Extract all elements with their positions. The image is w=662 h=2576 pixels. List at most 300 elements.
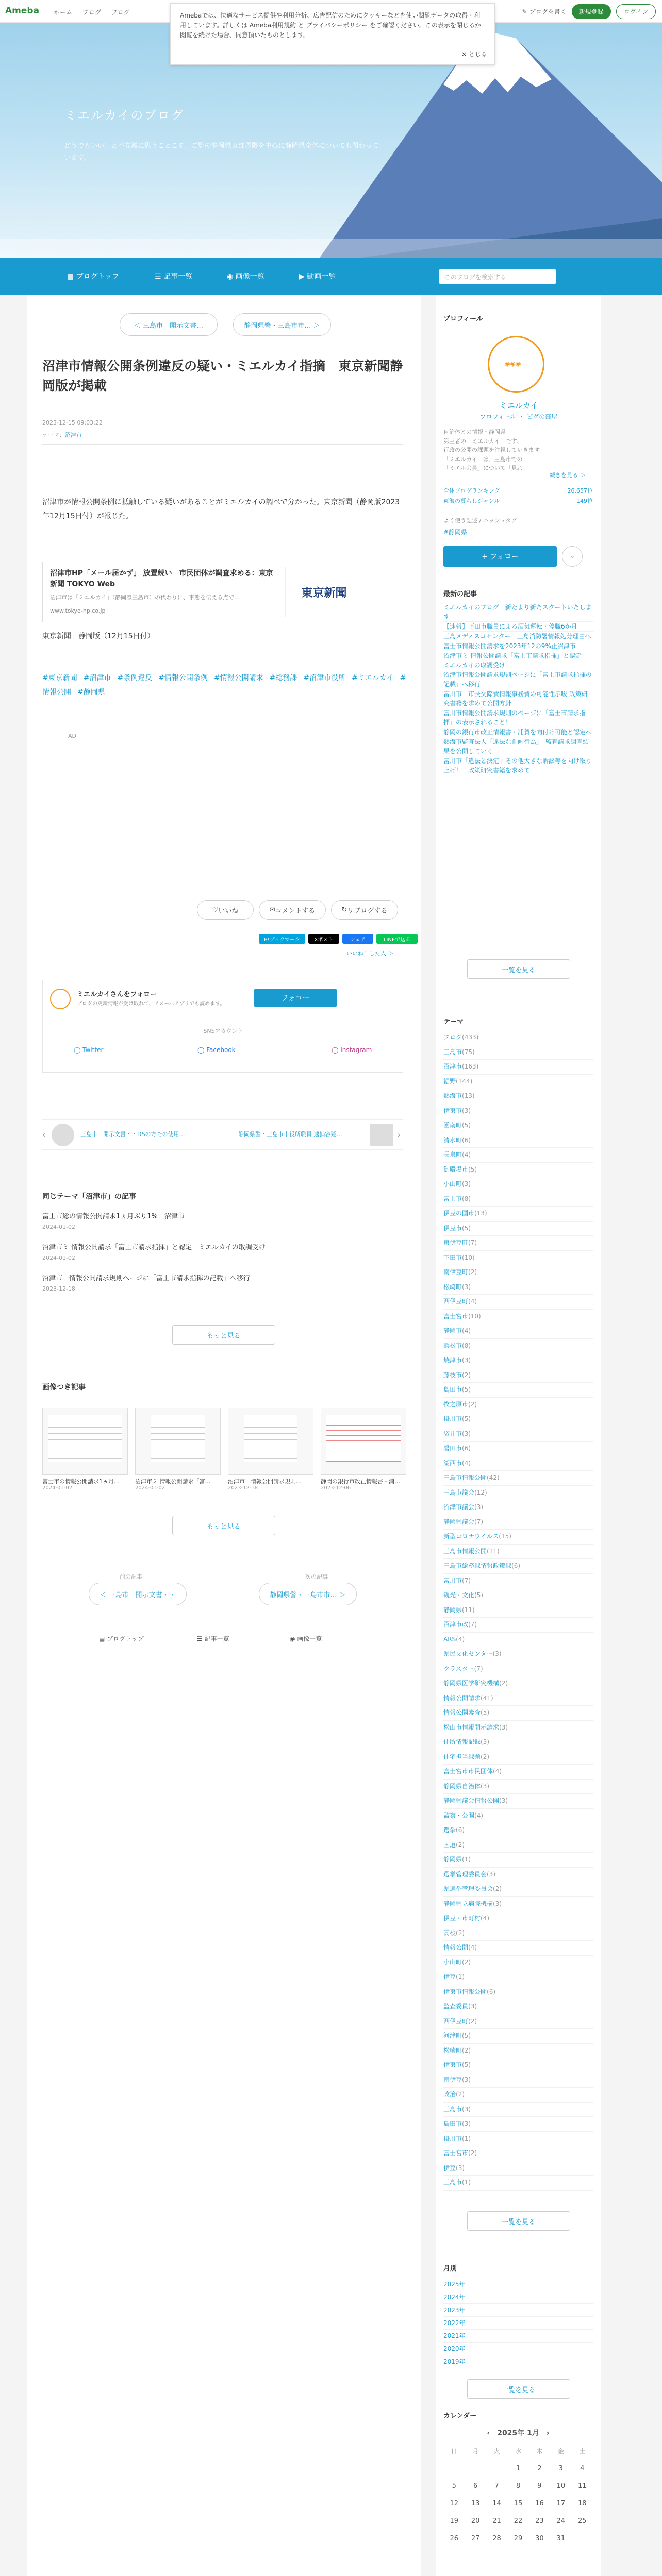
theme-item[interactable]	[443, 1177, 593, 1192]
theme-item[interactable]	[443, 1310, 593, 1325]
monthly-heading: 月別	[443, 2265, 457, 2273]
theme-item[interactable]	[443, 1999, 593, 2014]
theme-item[interactable]	[443, 1809, 593, 1824]
tokyo-shimbun-logo: 東京新聞	[285, 567, 362, 617]
prev-label: 前の記事	[120, 1573, 142, 1580]
theme-item[interactable]	[443, 1280, 593, 1295]
recent-item[interactable]: ミエルカイのブログ 新たより新たスタートいたします	[443, 603, 593, 622]
thumbnail	[42, 1408, 128, 1475]
theme-name: 伊東市	[443, 2061, 462, 2069]
theme-item[interactable]	[443, 1970, 593, 1985]
month-item[interactable]: 2021年	[443, 2330, 593, 2343]
write-blog-label: ブログを書く	[529, 8, 567, 15]
theme-item[interactable]	[443, 1060, 593, 1075]
theme-link[interactable]: 沼津市	[65, 432, 82, 438]
theme-count: (41)	[481, 1694, 493, 1702]
recent-more-button[interactable]: 一覧を見る	[467, 959, 570, 979]
calendar-day[interactable]: 28	[492, 2534, 501, 2543]
theme-item[interactable]	[443, 1750, 593, 1765]
theme-name: 三島市情報公開	[443, 1547, 487, 1555]
blog-title[interactable]: ミエルカイのブログ	[64, 108, 185, 123]
hashtag[interactable]: #静岡県	[77, 688, 105, 697]
theme-item[interactable]	[443, 1251, 593, 1266]
theme-item[interactable]	[443, 1075, 593, 1090]
profile-link[interactable]: プロフィール	[479, 413, 517, 420]
themes-more-button[interactable]: 一覧を見る	[467, 2211, 570, 2231]
bottom-image-list-label: 画像一覧	[297, 1635, 322, 1642]
theme-name: 小山町	[443, 1958, 462, 1966]
theme-count: (4)	[462, 1327, 471, 1334]
related-item[interactable]	[42, 1274, 403, 1293]
theme-name: 伊東市情報公開	[443, 1988, 487, 1995]
profile-desc: 自治体との情報・静岡県 第三者の「ミエルカイ」です。 行政の公開の課題を注視していきます 「ミエルカイ」は、三島市での 「ミエル会員」について「見れ	[443, 429, 540, 472]
sidebar	[436, 295, 601, 2576]
calendar-day[interactable]: 21	[492, 2517, 501, 2525]
recent-item[interactable]: 静岡の銀行市改正情報書・浦賀を向付け可能と認定へ	[443, 727, 593, 737]
theme-item[interactable]	[443, 1207, 593, 1222]
blog-search-input[interactable]: このブログを検索する	[439, 269, 556, 284]
theme-item[interactable]	[443, 1427, 593, 1442]
theme-item[interactable]	[443, 1471, 593, 1486]
thumbnail	[228, 1408, 313, 1475]
calendar-day[interactable]: 26	[450, 2534, 458, 2543]
theme-item[interactable]	[443, 1838, 593, 1853]
recent-item[interactable]: 【速報】下田市職員による酒気運転・停職6か月	[443, 622, 593, 632]
theme-item[interactable]	[443, 1941, 593, 1956]
calendar-week	[443, 2530, 593, 2547]
theme-item[interactable]	[443, 2088, 593, 2103]
theme-item[interactable]	[443, 1530, 593, 1545]
calendar-day[interactable]: 29	[514, 2534, 523, 2543]
image-article-date: 2024-01-02	[135, 1485, 166, 1492]
theme-name: 住宅担当課題	[443, 1753, 481, 1760]
theme-count: (5)	[468, 1165, 477, 1173]
nav-blog-top-label: ブログトップ	[76, 273, 120, 281]
chevron-left-icon[interactable]: ‹	[42, 1130, 46, 1140]
theme-item[interactable]	[443, 1985, 593, 2000]
theme-item[interactable]	[443, 1442, 593, 1456]
theme-name: 浜松市	[443, 1342, 462, 1349]
theme-name: クラスター	[443, 1665, 474, 1672]
theme-item[interactable]	[443, 2132, 593, 2147]
theme-item[interactable]	[443, 2029, 593, 2044]
cookie-close-button[interactable]: × とじる	[461, 50, 487, 58]
theme-item[interactable]	[443, 1911, 593, 1926]
theme-name: 静岡県	[443, 1856, 462, 1863]
monthly-more-button[interactable]: 一覧を見る	[467, 2379, 570, 2399]
ranking-row[interactable]	[443, 486, 593, 495]
recent-heading: 最新の記事	[443, 590, 477, 598]
related-more-button[interactable]: もっと見る	[172, 1325, 275, 1345]
calendar-weekday: 火	[493, 2447, 500, 2455]
theme-count: (8)	[462, 1195, 471, 1202]
theme-item[interactable]	[443, 1163, 593, 1178]
month-item[interactable]: 2022年	[443, 2317, 593, 2330]
profile-avatar[interactable]	[488, 336, 544, 393]
write-blog-link[interactable]: ✎ ブログを書く	[522, 8, 567, 15]
thumbnail	[321, 1408, 406, 1475]
theme-name: 政治	[443, 2091, 456, 2098]
theme-item[interactable]	[443, 1500, 593, 1515]
next-thumb	[370, 1124, 393, 1146]
theme-count: (2)	[462, 1371, 471, 1379]
recent-item[interactable]: 沼津市情報公開請求規則ページに「富士市請求指揮の記載」へ移行	[443, 670, 593, 689]
chevron-left-icon[interactable]: ‹	[487, 2429, 490, 2437]
ranking-note: よく使う記述 / ハッシュタグ	[443, 517, 517, 524]
pager-prev[interactable]: 三島市 開示文書・・DSの方での使用…	[80, 1131, 185, 1138]
theme-name: 東伊豆町	[443, 1239, 469, 1246]
like-label: いいね	[218, 907, 239, 915]
profile-name[interactable]: ミエルカイ	[499, 401, 538, 410]
theme-item[interactable]	[443, 1456, 593, 1471]
theme-name: ARS	[443, 1635, 456, 1643]
theme-count: (7)	[474, 1518, 484, 1526]
related-title: 沼津市 情報公開請求規則ページに「富士市請求指揮の記載」へ移行	[42, 1275, 250, 1282]
link-card[interactable]	[42, 562, 367, 622]
theme-name: 小山町	[443, 1180, 462, 1188]
theme-item[interactable]	[443, 1339, 593, 1354]
x-post-button[interactable]: Xポスト	[308, 934, 339, 944]
calendar-day[interactable]: 4	[580, 2464, 585, 2472]
follow-button[interactable]: フォロー	[254, 989, 337, 1007]
theme-name: 清水町	[443, 1136, 462, 1144]
theme-count: (6)	[462, 1136, 471, 1144]
nav-image-list[interactable]: ◉ 画像一覧	[227, 273, 264, 281]
theme-item[interactable]	[443, 1222, 593, 1236]
image-article[interactable]	[321, 1408, 406, 1491]
theme-item[interactable]	[443, 1118, 593, 1133]
theme-item[interactable]	[443, 1515, 593, 1530]
hashtag[interactable]: #情報公開請求	[213, 674, 263, 682]
theme-item[interactable]	[443, 1662, 593, 1677]
theme-item[interactable]	[443, 1676, 593, 1691]
recent-item[interactable]: 富川市情報公開請求規則のページに「富士市請求指揮」の表示されること！	[443, 708, 593, 727]
theme-item[interactable]	[443, 1618, 593, 1633]
theme-name: 伊豆市	[443, 1224, 462, 1232]
month-item[interactable]: 2020年	[443, 2343, 593, 2355]
theme-name: 南伊豆	[443, 2076, 462, 2083]
hashtag[interactable]: #情報公開	[42, 674, 406, 697]
theme-item[interactable]	[443, 1545, 593, 1560]
profile-heading: プロフィール	[443, 315, 483, 323]
theme-name: 磐田市	[443, 1445, 462, 1452]
theme-name: 情報公開審査	[443, 1709, 481, 1716]
theme-name: 伊豆	[443, 1973, 456, 1980]
blog-description: どうでもいい！と不安減に思うことこそ、ご覧の静岡県東部界隈を中心に静岡県全体についても関わっています。	[64, 142, 379, 162]
recent-item[interactable]: 三島メディスコセンター 三島消防署情報処分理由へ	[443, 632, 593, 641]
theme-item[interactable]	[443, 1559, 593, 1574]
theme-count: (2)	[468, 2017, 477, 2025]
theme-name: 国道	[443, 1841, 456, 1849]
sidebar-follow-button[interactable]: + フォロー	[443, 546, 557, 567]
prev-article-pill[interactable]: ＜ 三島市 開示文書…	[120, 313, 218, 336]
theme-item[interactable]	[443, 1089, 593, 1104]
top-link-blog2[interactable]: ブログ	[111, 9, 130, 16]
recent-item[interactable]: 富川市 市長交際費情報事務費の可能性示唆 政策研究書籍を求めて公開方針	[443, 689, 593, 708]
ameba-logo[interactable]: Ameba	[5, 6, 40, 16]
like-button[interactable]: ♡ いいね	[197, 900, 254, 920]
month-item[interactable]: 2024年	[443, 2291, 593, 2304]
theme-count: (3)	[481, 1782, 490, 1790]
new-account-button[interactable]: 新規登録	[572, 4, 611, 19]
theme-item[interactable]	[443, 1486, 593, 1501]
reblog-label: リブログする	[347, 907, 388, 915]
theme-name: 袋井市	[443, 1430, 462, 1437]
related-item[interactable]	[42, 1212, 403, 1231]
theme-count: (4)	[462, 1459, 471, 1467]
theme-name: 焼津市	[443, 1357, 462, 1364]
bottom-image-list[interactable]: ◉ 画像一覧	[290, 1635, 322, 1642]
reblog-button[interactable]: ↻ リブログする	[331, 900, 398, 920]
calendar-day[interactable]: 7	[494, 2482, 499, 2490]
profile-hashtag[interactable]: #静岡県	[443, 529, 468, 536]
login-button[interactable]: ログイン	[616, 4, 656, 19]
theme-name: 裾野	[443, 1077, 456, 1085]
image-article-title: 沼津市 情報公開請求規則…	[228, 1478, 302, 1485]
theme-item[interactable]	[443, 1603, 593, 1618]
calendar-weekday: 日	[451, 2447, 457, 2455]
theme-item[interactable]	[443, 1324, 593, 1339]
theme-item[interactable]	[443, 1574, 593, 1589]
instagram-link[interactable]: ◯ Instagram	[332, 1046, 372, 1054]
hashtag[interactable]: #ミエルカイ	[352, 674, 394, 682]
image-article[interactable]	[42, 1408, 128, 1491]
theme-item[interactable]	[443, 2176, 593, 2191]
calendar-day[interactable]: 22	[514, 2517, 523, 2525]
nav-video-list[interactable]: ▶ 動画一覧	[299, 273, 336, 281]
hatena-bookmark-button[interactable]: B!ブックマーク	[259, 934, 305, 944]
hashtag[interactable]: #沼津市	[83, 674, 111, 682]
calendar-day[interactable]: 14	[492, 2499, 501, 2507]
theme-count: (3)	[499, 1723, 508, 1731]
theme-name: 掛川市	[443, 2134, 462, 2142]
calendar-day	[443, 2460, 465, 2477]
calendar-day[interactable]: 5	[452, 2482, 456, 2490]
theme-item[interactable]	[443, 1823, 593, 1838]
theme-count: (75)	[462, 1048, 475, 1056]
hashtag[interactable]: #東京新聞	[42, 674, 77, 682]
hashtag[interactable]: #条例違反	[117, 674, 153, 682]
chevron-right-icon[interactable]: ›	[397, 1130, 401, 1140]
hashtag[interactable]: #沼津市役所	[303, 674, 346, 682]
theme-item[interactable]	[443, 1295, 593, 1310]
liked-users-link[interactable]: いいね！した人 ＞	[346, 950, 394, 957]
link-card-title: 沼津市HP「メール届かず」 放置続い 市民団体が調査求める：東京新聞 TOKYO Web	[50, 569, 273, 588]
theme-name: 河津町	[443, 2032, 462, 2039]
theme-count: (1)	[462, 1856, 471, 1863]
theme-item[interactable]	[443, 2103, 593, 2117]
calendar-day[interactable]: 6	[473, 2482, 478, 2490]
calendar-day[interactable]: 31	[556, 2534, 566, 2543]
theme-count: (4)	[493, 1768, 502, 1775]
ranking-row[interactable]	[443, 497, 593, 505]
theme-count: (7)	[468, 1621, 477, 1628]
calendar-day[interactable]: 27	[471, 2534, 480, 2543]
theme-name: 三島市総務課情報政策課	[443, 1562, 512, 1569]
calendar-day[interactable]: 24	[556, 2517, 566, 2525]
theme-item[interactable]	[443, 1897, 593, 1912]
theme-item[interactable]	[443, 1647, 593, 1662]
line-share-button[interactable]: LINEで送る	[376, 934, 418, 944]
theme-count: (2)	[468, 1268, 477, 1276]
calendar-day[interactable]: 18	[577, 2499, 587, 2507]
bottom-article-list-label: 記事一覧	[204, 1635, 229, 1642]
theme-name: 三島市	[443, 2179, 462, 2186]
facebook-share-button[interactable]: シェア	[342, 934, 373, 944]
theme-count: (6)	[456, 1826, 465, 1834]
pager-next[interactable]: 静岡県警・三島市市役所職員 逮捕容疑…	[238, 1131, 342, 1138]
calendar-day[interactable]: 15	[514, 2499, 523, 2507]
nav-article-list[interactable]: ☰ 記事一覧	[155, 273, 193, 281]
theme-count: (3)	[462, 2105, 471, 2113]
theme-item[interactable]	[443, 1236, 593, 1251]
theme-item[interactable]	[443, 1706, 593, 1721]
hashtag[interactable]: #総務課	[269, 674, 297, 682]
theme-item[interactable]	[443, 2117, 593, 2132]
month-item[interactable]: 2019年	[443, 2355, 593, 2368]
theme-item[interactable]	[443, 1104, 593, 1119]
thumbnail	[135, 1408, 221, 1475]
recent-item[interactable]: 富士市情報公開請求を2023年12の9%止沼津市	[443, 641, 593, 651]
recent-item[interactable]: 熱海市監査法人「違法な計画行為」 監査請求調査結果を公開していく	[443, 737, 593, 756]
theme-item[interactable]	[443, 1853, 593, 1868]
theme-name: 沼津市政	[443, 1621, 469, 1628]
calendar-day[interactable]: 30	[535, 2534, 544, 2543]
theme-item[interactable]	[443, 1192, 593, 1207]
theme-item[interactable]	[443, 1780, 593, 1794]
theme-item[interactable]	[443, 1383, 593, 1398]
profile-more[interactable]: 続きを見る ＞	[550, 472, 586, 479]
theme-count: (5)	[462, 2032, 471, 2039]
calendar-day[interactable]: 11	[577, 2482, 587, 2490]
chevron-right-icon[interactable]: ›	[546, 2429, 550, 2437]
theme-item[interactable]	[443, 2014, 593, 2029]
article-title: 沼津市情報公開条例違反の疑い・ミエルカイ指摘 東京新聞静岡版が掲載	[42, 359, 403, 393]
hashtag[interactable]: #情報公開条例	[158, 674, 208, 682]
bottom-next-pill[interactable]: 静岡県警・三島市市… ＞	[259, 1583, 357, 1605]
next-article-pill[interactable]: 静岡県警・三島市市… ＞	[233, 313, 331, 336]
theme-item[interactable]	[443, 1045, 593, 1060]
nav-blog-top[interactable]: ▤ ブログトップ	[67, 273, 120, 281]
theme-list	[443, 1030, 593, 2191]
theme-count: (2)	[456, 1929, 465, 1937]
calendar-day[interactable]: 2	[537, 2464, 542, 2472]
recent-item[interactable]: 富川市「違法と決定」その他大きな訴訟等を向け取り上げ！ 政策研究書籍を求めて	[443, 756, 593, 775]
theme-item[interactable]	[443, 1765, 593, 1780]
theme-item[interactable]	[443, 1721, 593, 1736]
theme-name: 情報公開請求	[443, 1694, 481, 1702]
calendar-day[interactable]: 10	[556, 2482, 566, 2490]
calendar-day[interactable]: 17	[556, 2499, 566, 2507]
theme-item[interactable]	[443, 1691, 593, 1706]
theme-item[interactable]	[443, 1956, 593, 1971]
theme-name: 湖西市	[443, 1459, 462, 1467]
calendar-day[interactable]: 19	[450, 2517, 458, 2525]
facebook-link[interactable]: ◯ Facebook	[197, 1046, 236, 1054]
theme-item[interactable]	[443, 1926, 593, 1941]
theme-item[interactable]	[443, 1868, 593, 1883]
image-article-date: 2023-12-18	[228, 1485, 258, 1492]
images-more-button[interactable]: もっと見る	[172, 1516, 275, 1535]
theme-label: テーマ：	[42, 432, 65, 438]
bottom-prev-pill[interactable]: ＜ 三島市 開示文書・・	[89, 1583, 187, 1605]
article-theme	[42, 431, 82, 439]
calendar-weekday: 水	[515, 2447, 521, 2455]
facebook-label: Facebook	[206, 1046, 236, 1054]
theme-name: 伊豆	[443, 2164, 456, 2172]
theme-item[interactable]	[443, 1353, 593, 1368]
top-link-home[interactable]: ホーム	[54, 9, 73, 16]
calendar-day[interactable]: 25	[577, 2517, 587, 2525]
theme-item[interactable]	[443, 1398, 593, 1413]
calendar-weekday-row	[443, 2442, 593, 2460]
image-article[interactable]	[135, 1408, 221, 1491]
theme-name: 藤枝市	[443, 1371, 462, 1379]
theme-item[interactable]	[443, 2073, 593, 2088]
theme-count: (3)	[481, 1738, 490, 1745]
top-link-blog[interactable]: ブログ	[82, 9, 101, 16]
theme-item[interactable]	[443, 2058, 593, 2073]
recent-item[interactable]: 沼津市ミ 情報公開請求「富士市請求指揮」と認定 ミエルカイの取調受け	[443, 651, 593, 670]
calendar-day[interactable]: 1	[516, 2464, 521, 2472]
calendar-day[interactable]: 3	[558, 2464, 563, 2472]
calendar-day[interactable]: 9	[537, 2482, 542, 2490]
theme-item[interactable]	[443, 1633, 593, 1648]
month-item[interactable]: 2025年	[443, 2278, 593, 2291]
theme-name: 島田市	[443, 2120, 462, 2127]
twitter-link[interactable]: ◯ Twitter	[74, 1046, 104, 1054]
theme-count: (2)	[499, 1680, 508, 1687]
theme-count: (7)	[474, 1665, 483, 1672]
theme-name: 島田市	[443, 1386, 462, 1393]
related-item[interactable]	[42, 1243, 403, 1262]
calendar-week	[443, 2512, 593, 2530]
calendar-day[interactable]: 12	[450, 2499, 458, 2507]
theme-name: 伊豆・市町村	[443, 1914, 481, 1922]
calendar-day[interactable]: 13	[471, 2499, 480, 2507]
theme-item[interactable]	[443, 1133, 593, 1148]
theme-item[interactable]	[443, 2161, 593, 2176]
calendar-day[interactable]: 23	[535, 2517, 544, 2525]
theme-item[interactable]	[443, 2044, 593, 2059]
theme-item[interactable]	[443, 2146, 593, 2161]
calendar-day[interactable]: 20	[471, 2517, 480, 2525]
month-item[interactable]: 2023年	[443, 2304, 593, 2317]
theme-item[interactable]	[443, 1882, 593, 1897]
pig-room-link[interactable]: ピグの部屋	[526, 413, 558, 420]
calendar-weekday: 土	[579, 2447, 586, 2455]
theme-item[interactable]	[443, 1148, 593, 1163]
theme-count: (4)	[462, 1151, 471, 1158]
related-date: 2023-12-18	[42, 1285, 75, 1292]
theme-item[interactable]	[443, 1265, 593, 1280]
chevron-down-icon[interactable]: ⌄	[562, 546, 583, 567]
bottom-blog-top[interactable]: ▤ ブログトップ	[99, 1635, 144, 1642]
calendar-day[interactable]: 16	[535, 2499, 544, 2507]
calendar-day[interactable]: 8	[516, 2482, 521, 2490]
theme-item[interactable]	[443, 1588, 593, 1603]
image-article[interactable]	[228, 1408, 313, 1491]
theme-item[interactable]	[443, 1412, 593, 1427]
theme-item[interactable]	[443, 1030, 593, 1045]
theme-item[interactable]	[443, 1368, 593, 1383]
theme-count: (163)	[462, 1063, 479, 1070]
theme-name: 伊東市	[443, 1107, 462, 1114]
theme-item[interactable]	[443, 1794, 593, 1809]
theme-item[interactable]	[443, 1735, 593, 1750]
bottom-article-list[interactable]: ☰ 記事一覧	[197, 1635, 229, 1642]
comment-button[interactable]: ✉ コメントする	[259, 900, 326, 920]
